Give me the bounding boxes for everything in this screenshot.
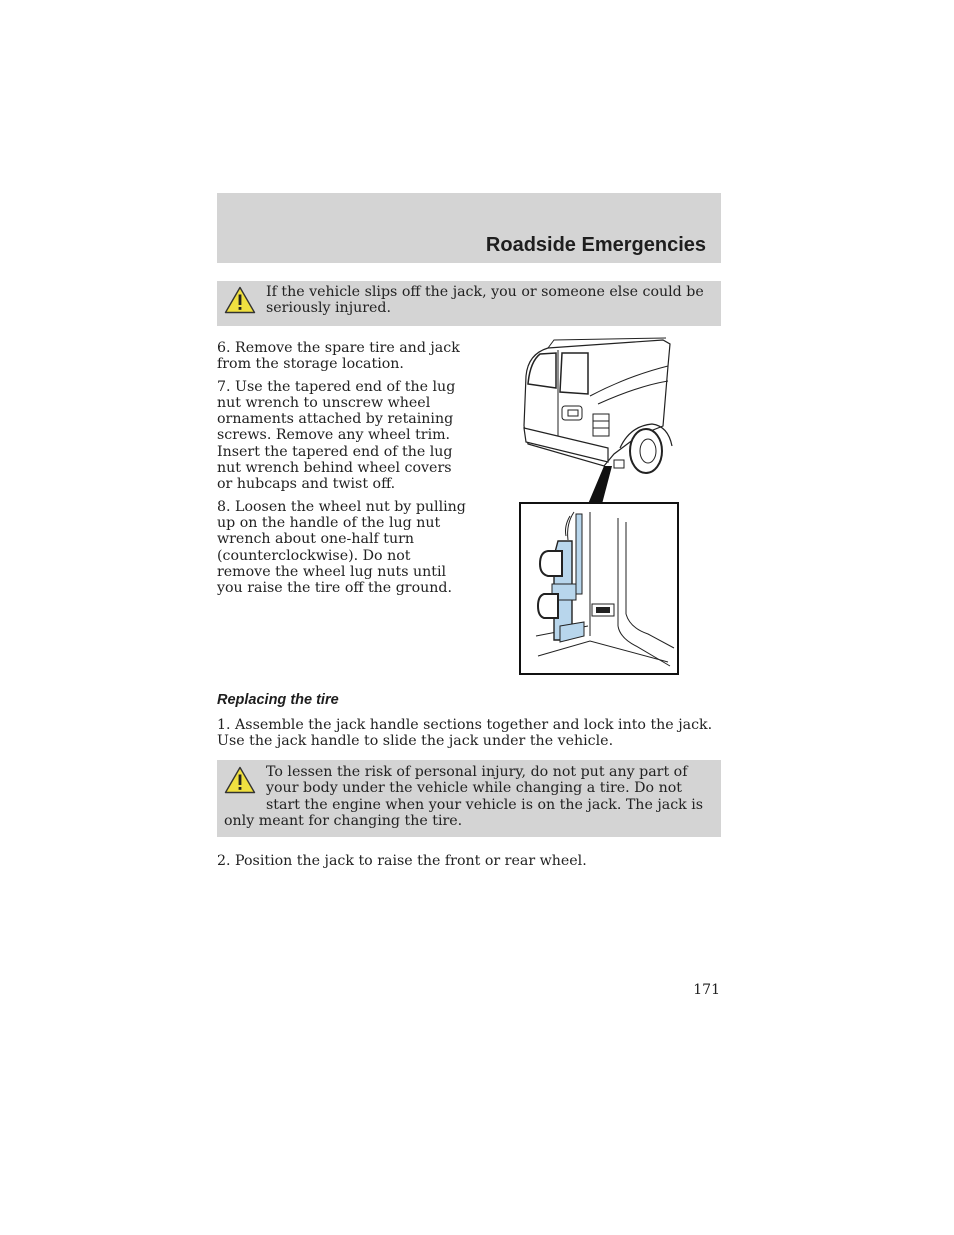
van-jack-illustration: [518, 336, 680, 676]
step-2: 2. Position the jack to raise the front or rear wheel.: [217, 853, 587, 869]
warning-text: If the vehicle slips off the jack, you or someone else could be seriously injured.: [266, 284, 704, 317]
warning-triangle-icon: [224, 766, 256, 794]
warning-text: To lessen the risk of personal injury, do not put any part of your body under the vehicle while changing a tire. Do not start the engine when your vehicle is on the jack. The jack is only meant for changing the tire.: [224, 764, 704, 830]
warning-triangle-icon: [224, 286, 256, 314]
step-8: 8. Loosen the wheel nut by pulling up on the handle of the lug nut wrench about one-half turn (counterclockwise). Do not remove the wheel lug nuts until you raise the tire off the ground.: [217, 498, 466, 597]
section-header: [217, 193, 721, 263]
step-6: 6. Remove the spare tire and jack from the storage location.: [217, 340, 460, 373]
step-1: 1. Assemble the jack handle sections together and lock into the jack. Use the jack handle to slide the jack under the vehicle.: [217, 717, 713, 750]
page-title: Roadside Emergencies: [485, 234, 706, 256]
page-number: 171: [693, 982, 720, 998]
warning-box: [217, 281, 721, 326]
steps-column: [217, 340, 467, 602]
warning-box: [217, 760, 721, 837]
step-7: 7. Use the tapered end of the lug nut wrench to unscrew wheel ornaments attached by retaining screws. Remove any wheel trim. Insert the tapered end of the lug nut wrench behind wheel covers or hubcaps and twist off.: [217, 378, 456, 493]
section-title: Replacing the tire: [217, 692, 339, 708]
